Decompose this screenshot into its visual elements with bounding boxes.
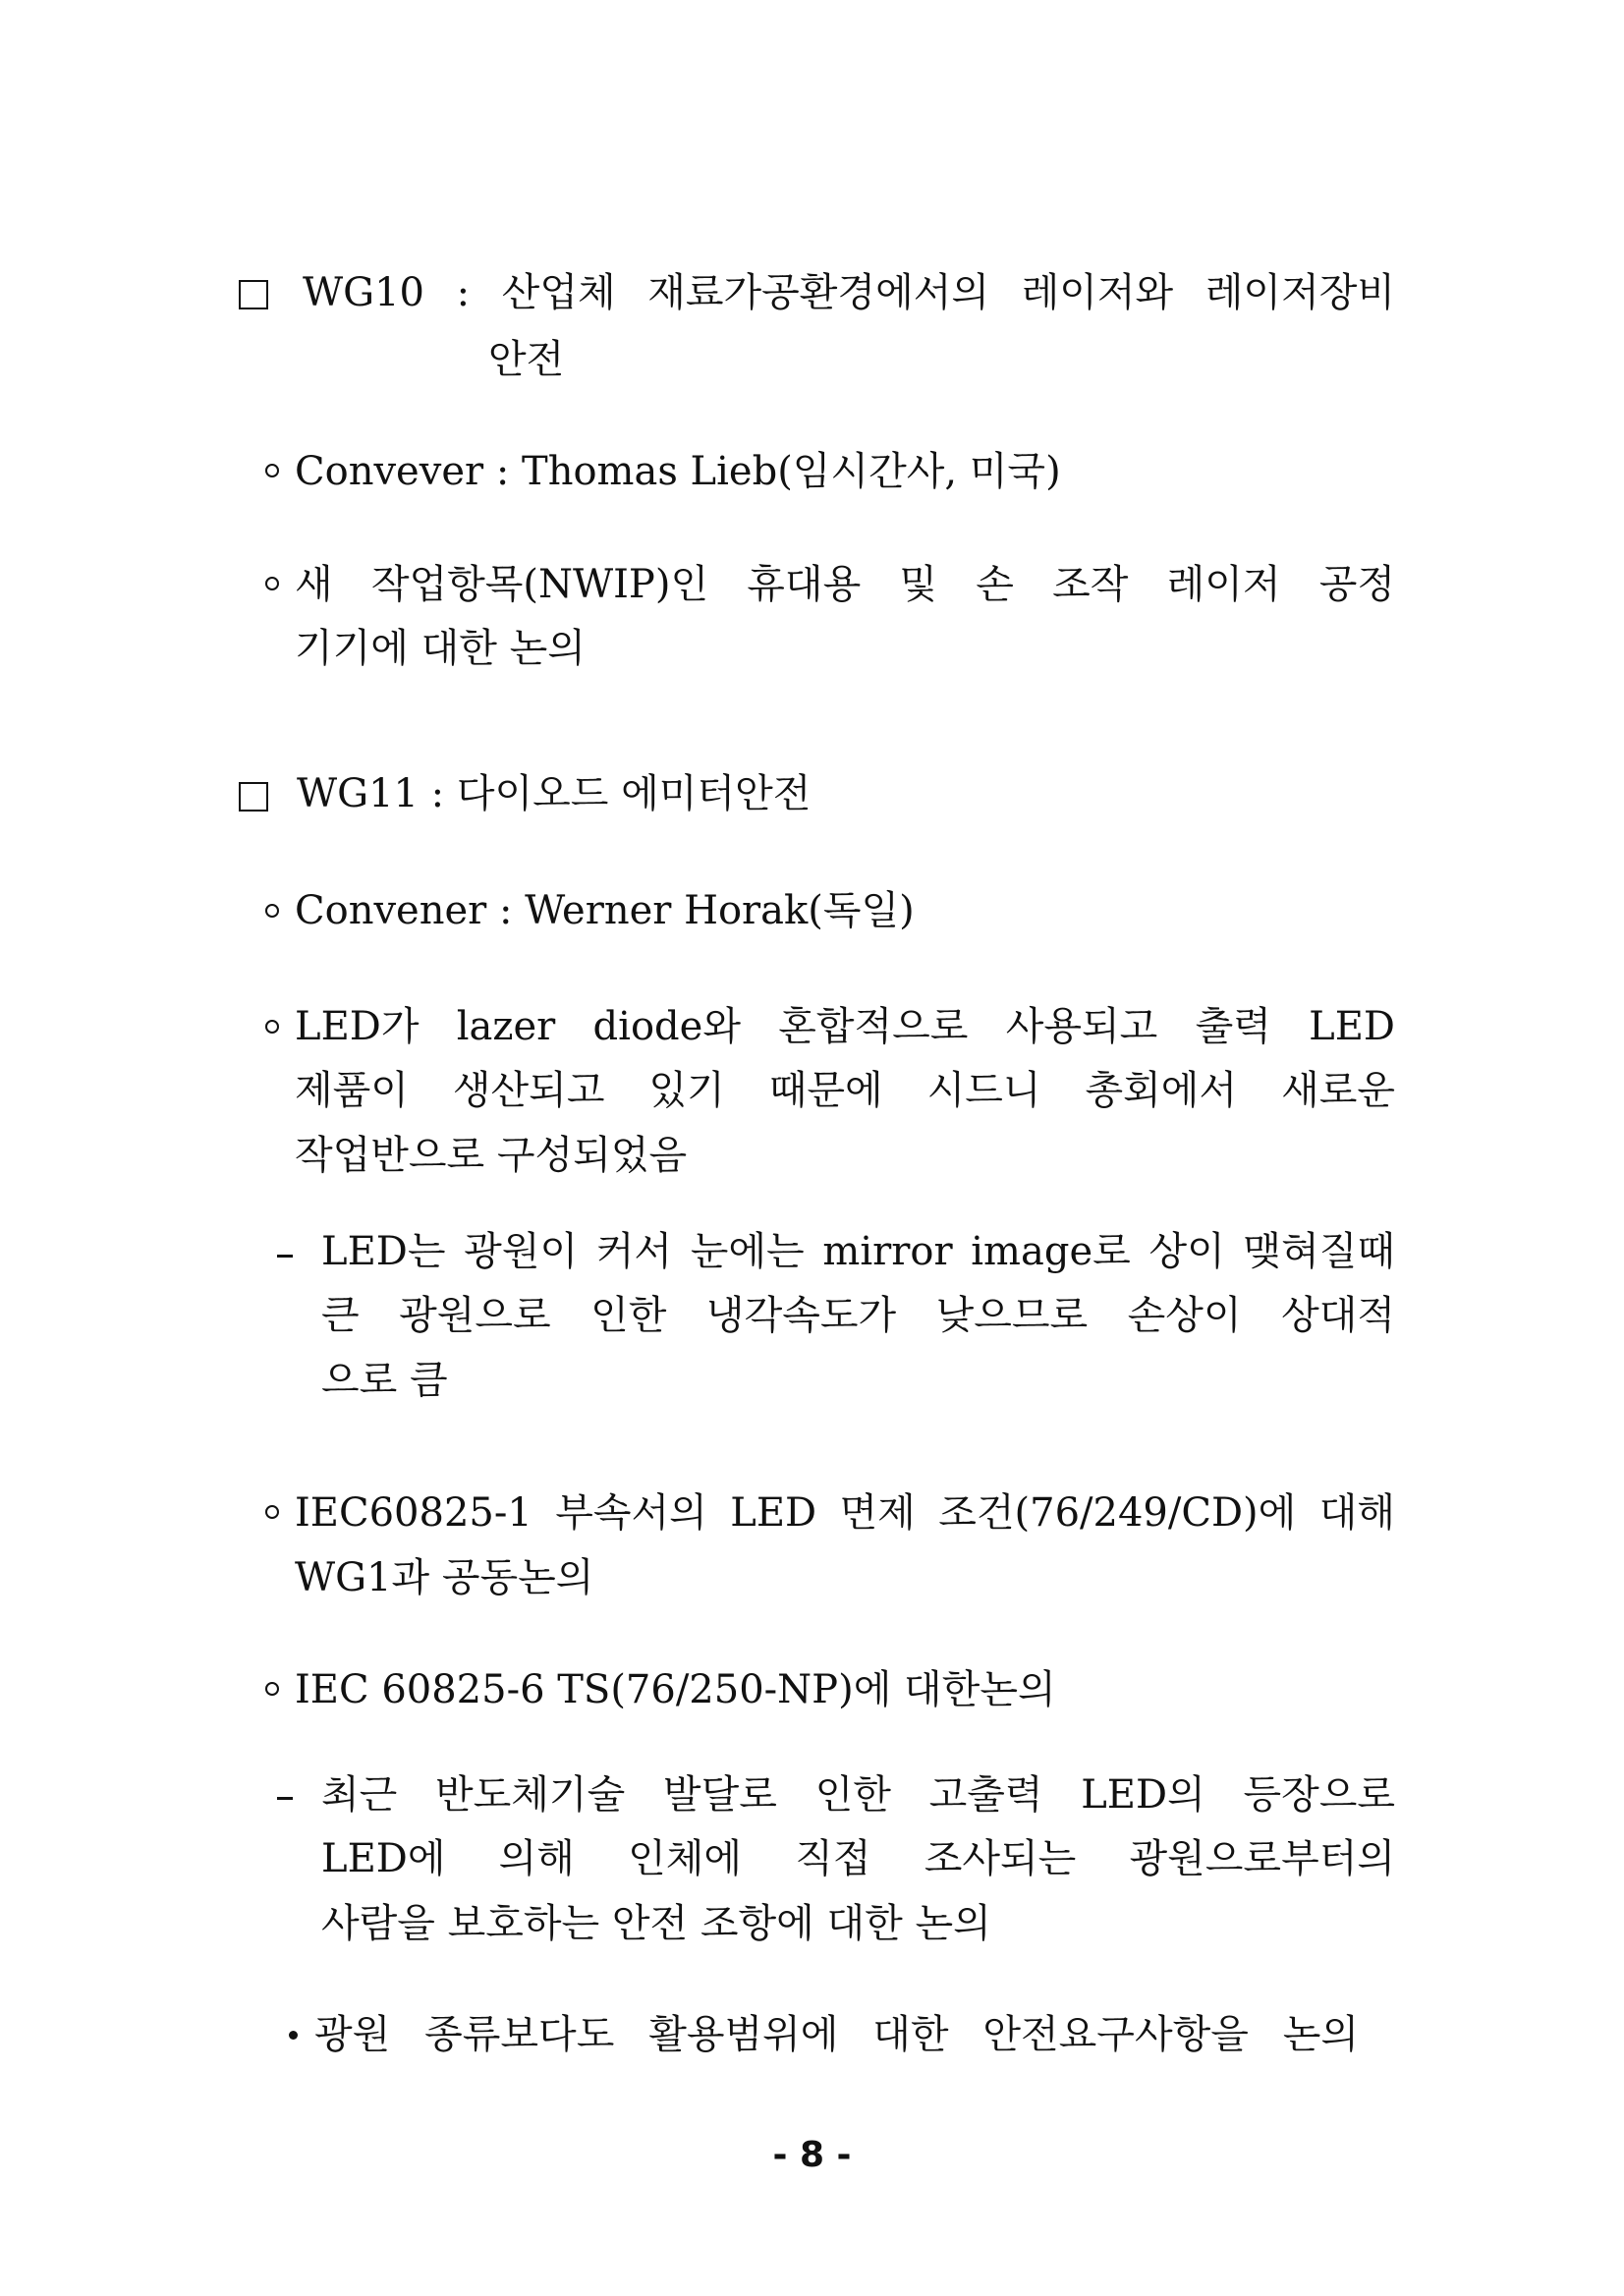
- wg11-led-line1: LED가 lazer diode와 혼합적으로 사용되고 출력 LED: [295, 1004, 1395, 1049]
- wg10-title-line2: 안전: [488, 337, 565, 382]
- wg11-convener: Convener : Werner Horak(독일): [295, 888, 915, 933]
- dash-bullet-icon: [277, 1255, 293, 1258]
- wg11-dash1-line1: LED는 광원이 커서 눈에는 mirror image로 상이 맺혀질때: [321, 1229, 1395, 1274]
- dash-bullet-icon: [277, 1797, 293, 1800]
- wg11-dash1-line3: 으로 큼: [321, 1358, 448, 1403]
- wg11-iec1-line2: WG1과 공동논의: [295, 1555, 594, 1600]
- wg11-dash1-line2: 큰 광원으로 인한 냉각속도가 낮으므로 손상이 상대적: [321, 1293, 1395, 1338]
- dot-bullet-icon: [289, 2031, 298, 2040]
- wg11-dot-line1: 광원 종류보다도 활용범위에 대한 안전요구사항을 논의: [314, 2012, 1359, 2057]
- circle-bullet-icon: [265, 1020, 279, 1034]
- circle-bullet-icon: [265, 577, 279, 590]
- wg11-dash2-line2: LED에 의해 인체에 직접 조사되는 광원으로부터의: [321, 1836, 1395, 1881]
- wg11-iec2-line1: IEC 60825-6 TS(76/250-NP)에 대한논의: [295, 1667, 1056, 1712]
- wg11-led-line2: 제품이 생산되고 있기 때문에 시드니 총회에서 새로운: [295, 1068, 1395, 1113]
- wg11-dash2-line1: 최근 반도체기술 발달로 인한 고출력 LED의 등장으로: [321, 1772, 1395, 1818]
- circle-bullet-icon: [265, 464, 279, 477]
- wg11-dash2-line3: 사람을 보호하는 안전 조항에 대한 논의: [321, 1901, 991, 1946]
- section-checkbox-icon: [239, 782, 268, 812]
- circle-bullet-icon: [265, 1505, 279, 1519]
- wg11-title: WG11 : 다이오드 에미터안전: [297, 771, 812, 816]
- circle-bullet-icon: [265, 904, 279, 918]
- section-checkbox-icon: [239, 280, 268, 309]
- wg11-iec1-line1: IEC60825-1 부속서의 LED 면제 조건(76/249/CD)에 대해: [295, 1490, 1395, 1536]
- wg10-nwip-line1: 새 작업항목(NWIP)인 휴대용 및 손 조작 레이저 공정: [295, 562, 1395, 607]
- wg10-convener: Convever : Thomas Lieb(임시간사, 미국): [295, 449, 1061, 494]
- circle-bullet-icon: [265, 1682, 279, 1696]
- wg11-led-line3: 작업반으로 구성되었음: [295, 1133, 688, 1178]
- wg10-title-line1: WG10 : 산업체 재료가공환경에서의 레이저와 레이저장비: [303, 270, 1395, 315]
- wg10-nwip-line2: 기기에 대한 논의: [295, 626, 586, 671]
- page-number: - 8 -: [772, 2135, 852, 2175]
